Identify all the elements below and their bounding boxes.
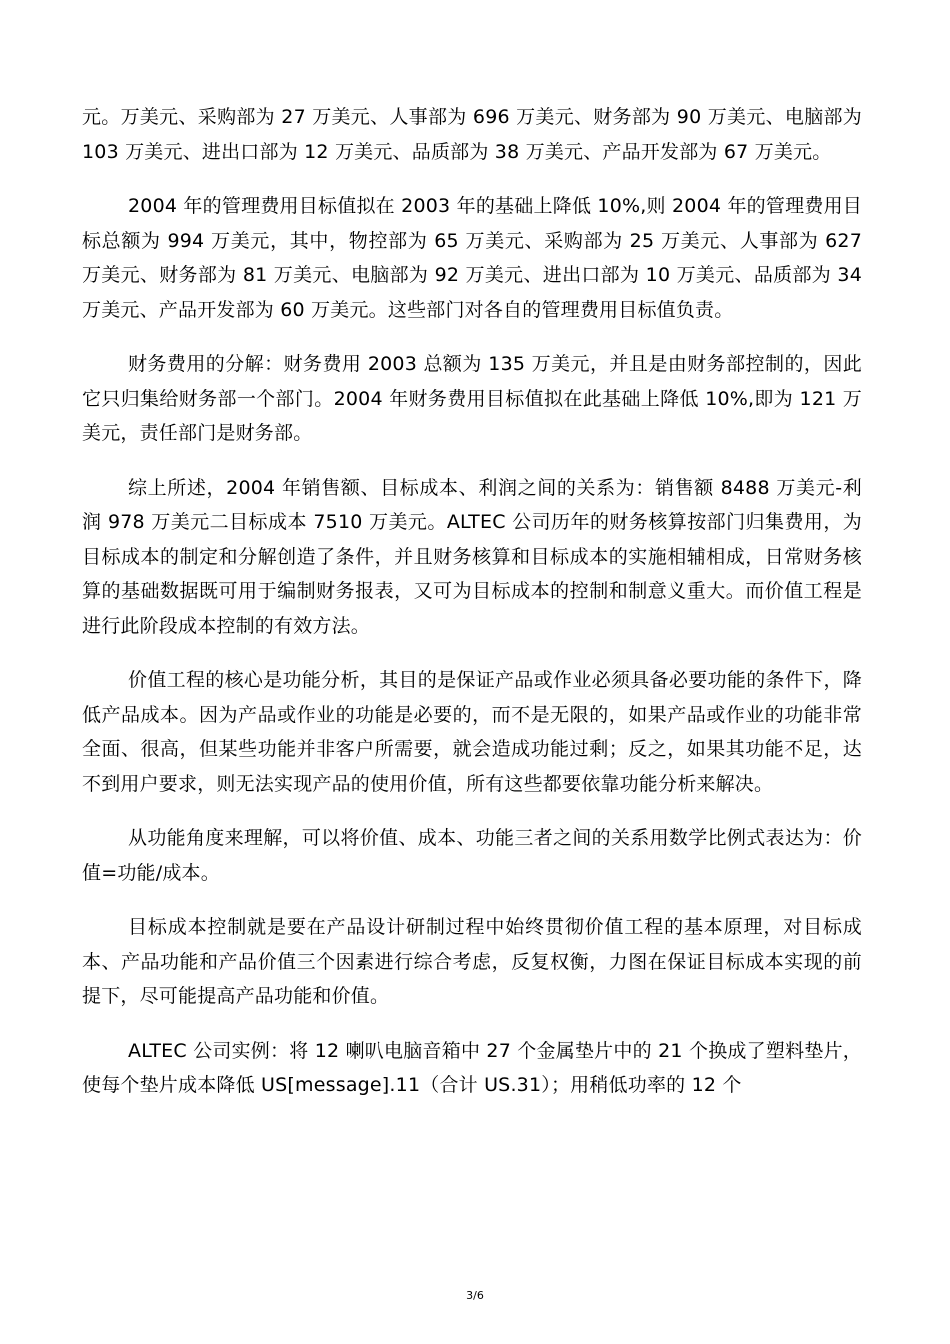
paragraph-management-cost-target: 2004 年的管理费用目标值拟在 2003 年的基础上降低 10%,则 2004 年的管理费用目标总额为 994 万美元，其中，物控部为 65 万美元、采购部为 25 万美元、人事部为 627 万美元、财务部为 81 万美元、电脑部为 92 万美元、进出口部为 10 万美元、品质部为 34 万美元、产品开发部为 60 万美元。这些部门对各自的管理费用目标值负责。 xyxy=(82,195,862,321)
paragraph-value-engineering: 价值工程的核心是功能分析，其目的是保证产品或作业必须具备必要功能的条件下，降低产品成本。因为产品或作业的功能是必要的，而不是无限的，如果产品或作业的功能非常全面、很高，但某些功能并非客户所需要，就会造成功能过剩；反之，如果其功能不足，达不到用户要求，则无法实现产品的使用价值，所有这些都要依靠功能分析来解决。 xyxy=(82,669,862,795)
page-number: 3/6 xyxy=(466,1289,484,1302)
document-body xyxy=(82,100,862,1123)
paragraph-summary: 综上所述，2004 年销售额、目标成本、利润之间的关系为：销售额 8488 万美元-利润 978 万美元二目标成本 7510 万美元。ALTEC 公司历年的财务核算按部门归集费用，为目标成本的制定和分解创造了条件，并且财务核算和目标成本的实施相辅相成，日常财务核算的基础数据既可用于编制财务报表，又可为目标成本的控制和制意义重大。而价值工程是进行此阶段成本控制的有效方法。 xyxy=(82,476,862,637)
paragraph-target-cost-control: 目标成本控制就是要在产品设计研制过程中始终贯彻价值工程的基本原理，对目标成本、产品功能和产品价值三个因素进行综合考虑，反复权衡，力图在保证目标成本实现的前提下，尽可能提高产品功能和价值。 xyxy=(82,916,862,1007)
paragraph-continuation: 元。万美元、采购部为 27 万美元、人事部为 696 万美元、财务部为 90 万美元、电脑部为 103 万美元、进出口部为 12 万美元、品质部为 38 万美元、产品开发部为 67 万美元。 xyxy=(82,106,862,163)
paragraph-financial-cost-breakdown: 财务费用的分解：财务费用 2003 总额为 135 万美元，并且是由财务部控制的，因此它只归集给财务部一个部门。2004 年财务费用目标值拟在此基础上降低 10%,即为 121 万美元，责任部门是财务部。 xyxy=(82,353,862,444)
paragraph-value-formula: 从功能角度来理解，可以将价值、成本、功能三者之间的关系用数学比例式表达为：价值=功能/成本。 xyxy=(82,827,862,884)
paragraph-altec-example: ALTEC 公司实例：将 12 喇叭电脑音箱中 27 个金属垫片中的 21 个换成了塑料垫片，使每个垫片成本降低 US[message].11（合计 US.31）；用稍低功率的 12 个 xyxy=(82,1039,862,1096)
